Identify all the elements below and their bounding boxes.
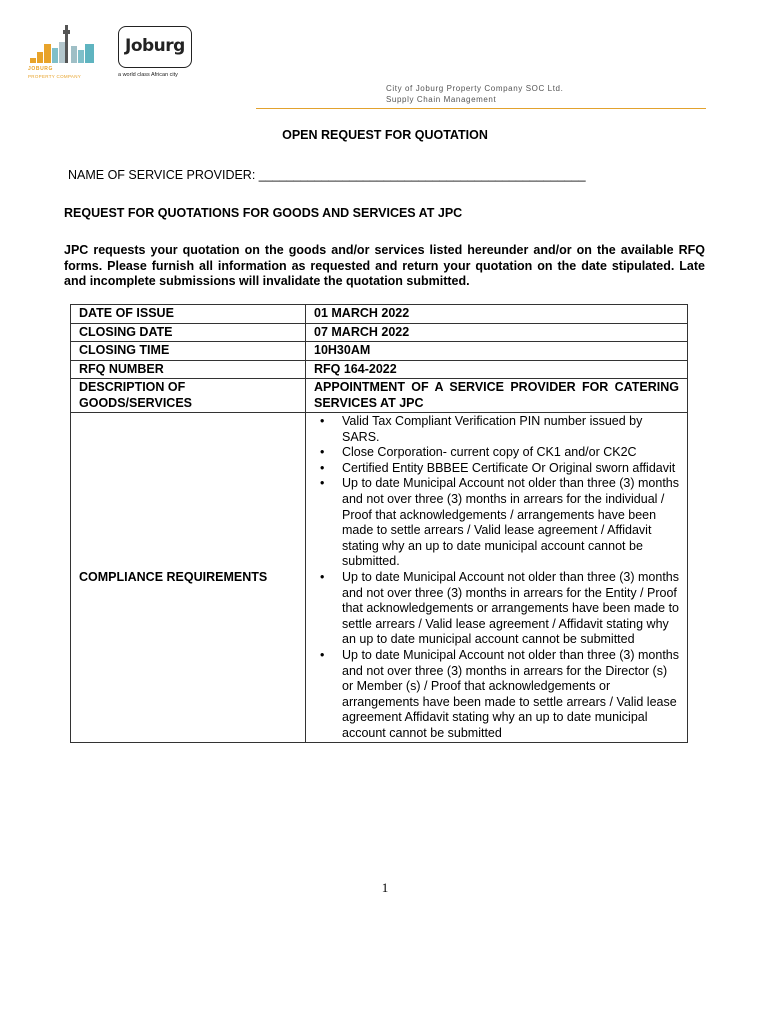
row-label-closing-time: CLOSING TIME xyxy=(71,342,306,361)
list-item: • Up to date Municipal Account not older than three (3) months and not over three (3) months in arrears for the Entity / Proof that acknowledgements or arrangements have been made to settle arrears / Valid lease agreement / Affidavit stating why an up to date municipal account cannot be submitted xyxy=(342,570,679,648)
intro-paragraph: JPC requests your quotation on the goods and/or services listed hereunder and/or on the available RFQ forms. Please furnish all information as requested and return your quotation on the date stipulated. Late and incomplete submissions will invalidate the quotation submitted. xyxy=(64,243,705,288)
page-number: 1 xyxy=(381,880,389,895)
row-value-date-of-issue: 01 MARCH 2022 xyxy=(306,305,688,324)
table-row xyxy=(71,323,688,342)
rfq-heading: REQUEST FOR QUOTATIONS FOR GOODS AND SERVICES AT JPC xyxy=(64,206,463,220)
row-value-rfq-number: RFQ 164-2022 xyxy=(306,360,688,379)
company-name: City of Joburg Property Company SOC Ltd. xyxy=(386,84,564,93)
row-value-description: APPOINTMENT OF A SERVICE PROVIDER FOR CATERING SERVICES AT JPC xyxy=(306,379,688,413)
row-label-rfq-number: RFQ NUMBER xyxy=(71,360,306,379)
row-value-compliance xyxy=(306,413,688,743)
jpc-logo-wordmark: JOBURG xyxy=(28,66,53,72)
table-row xyxy=(71,342,688,361)
row-value-closing-time: 10H30AM xyxy=(306,342,688,361)
joburg-logo-wordmark: Joburg xyxy=(125,36,185,56)
joburg-logo-tagline: a world class African city xyxy=(118,72,178,78)
list-item: • Up to date Municipal Account not older than three (3) months and not over three (3) months in arrears for the Director (s) or Member (s) / Proof that acknowledgements or arrangements have been made to settle arrears / Valid lease agreement Affidavit stating why an up to date municipal account cannot be submitted xyxy=(342,648,679,742)
list-item: • Up to date Municipal Account not older than three (3) months and not over three (3) months in arrears for the individual / Proof that acknowledgements / arrangements have been made to settle arrears / Valid lease agreement / Affidavit stating why an up to date municipal account cannot be submitted. xyxy=(342,476,679,570)
list-item: • Close Corporation- current copy of CK1 and/or CK2C xyxy=(342,445,679,461)
table-row xyxy=(71,413,688,743)
compliance-list xyxy=(314,414,679,741)
row-label-date-of-issue: DATE OF ISSUE xyxy=(71,305,306,324)
rfq-details-table xyxy=(70,304,688,743)
header-divider xyxy=(256,108,706,109)
row-value-closing-date: 07 MARCH 2022 xyxy=(306,323,688,342)
service-provider-line: NAME OF SERVICE PROVIDER: _______________________________________________ xyxy=(68,168,586,182)
table-row xyxy=(71,360,688,379)
list-item: • Valid Tax Compliant Verification PIN number issued by SARS. xyxy=(342,414,679,445)
row-label-closing-date: CLOSING DATE xyxy=(71,323,306,342)
department-name: Supply Chain Management xyxy=(386,95,497,104)
row-label-compliance: COMPLIANCE REQUIREMENTS xyxy=(71,413,306,743)
row-label-description: DESCRIPTION OF GOODS/SERVICES xyxy=(71,379,306,413)
document-title: OPEN REQUEST FOR QUOTATION xyxy=(282,128,488,142)
table-row xyxy=(71,379,688,413)
jpc-logo-subtext: PROPERTY COMPANY xyxy=(28,74,82,79)
list-item: • Certified Entity BBBEE Certificate Or Original sworn affidavit xyxy=(342,461,679,477)
table-row xyxy=(71,305,688,324)
